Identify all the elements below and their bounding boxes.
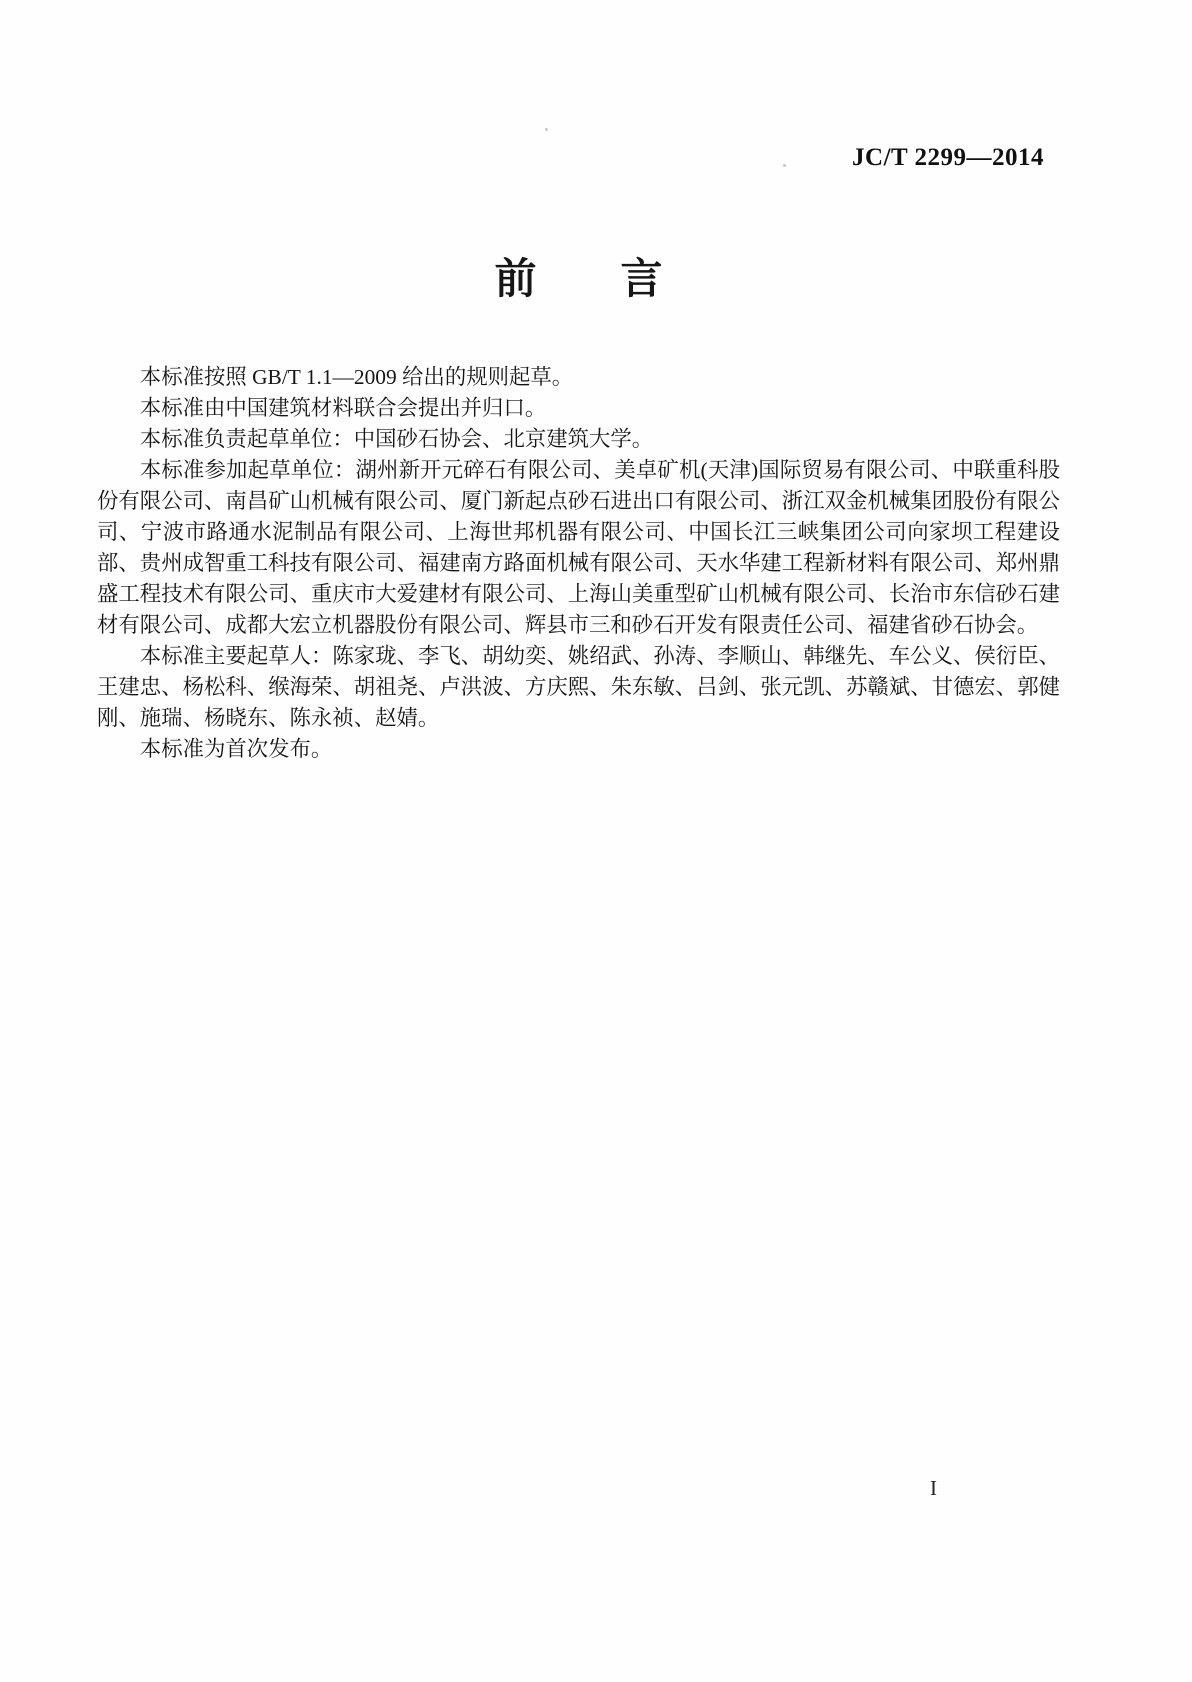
paragraph-first-issue: 本标准为首次发布。 bbox=[139, 737, 333, 761]
foreword-body bbox=[97, 362, 1060, 765]
page-title: 前 言 bbox=[494, 255, 663, 302]
paragraph-responsible-units: 本标准负责起草单位：中国砂石协会、北京建筑大学。 bbox=[139, 427, 654, 451]
scan-speck bbox=[783, 164, 786, 167]
paragraph-main-drafters: 本标准主要起草人：陈家珑、李飞、胡幼奕、姚绍武、孙涛、李顺山、韩继先、车公义、侯衍臣、王建忠、杨松科、缑海荣、胡祖尧、卢洪波、方庆熙、朱东敏、吕剑、张元凯、苏赣斌、甘德宏、郭健刚、施瑞、杨晓东、陈永祯、赵婧。 bbox=[97, 644, 1060, 730]
paragraph-drafting-rules: 本标准按照 GB/T 1.1—2009 给出的规则起草。 bbox=[139, 365, 574, 389]
scan-speck bbox=[545, 128, 548, 131]
paragraph-proposed-by: 本标准由中国建筑材料联合会提出并归口。 bbox=[139, 396, 547, 420]
page-number: I bbox=[930, 1476, 937, 1500]
paragraph-participating-units: 本标准参加起草单位：湖州新开元碎石有限公司、美卓矿机(天津)国际贸易有限公司、中联重科股份有限公司、南昌矿山机械有限公司、厦门新起点砂石进出口有限公司、浙江双金机械集团股份有限公司、宁波市路通水泥制品有限公司、上海世邦机器有限公司、中国长江三峡集团公司向家坝工程建设部、贵州成智重工科技有限公司、福建南方路面机械有限公司、天水华建工程新材料有限公司、郑州鼎盛工程技术有限公司、重庆市大爱建材有限公司、上海山美重型矿山机械有限公司、长治市东信砂石建材有限公司、成都大宏立机器股份有限公司、辉县市三和砂石开发有限责任公司、福建省砂石协会。 bbox=[97, 458, 1060, 637]
standard-number-header: JC/T 2299—2014 bbox=[852, 144, 1044, 171]
